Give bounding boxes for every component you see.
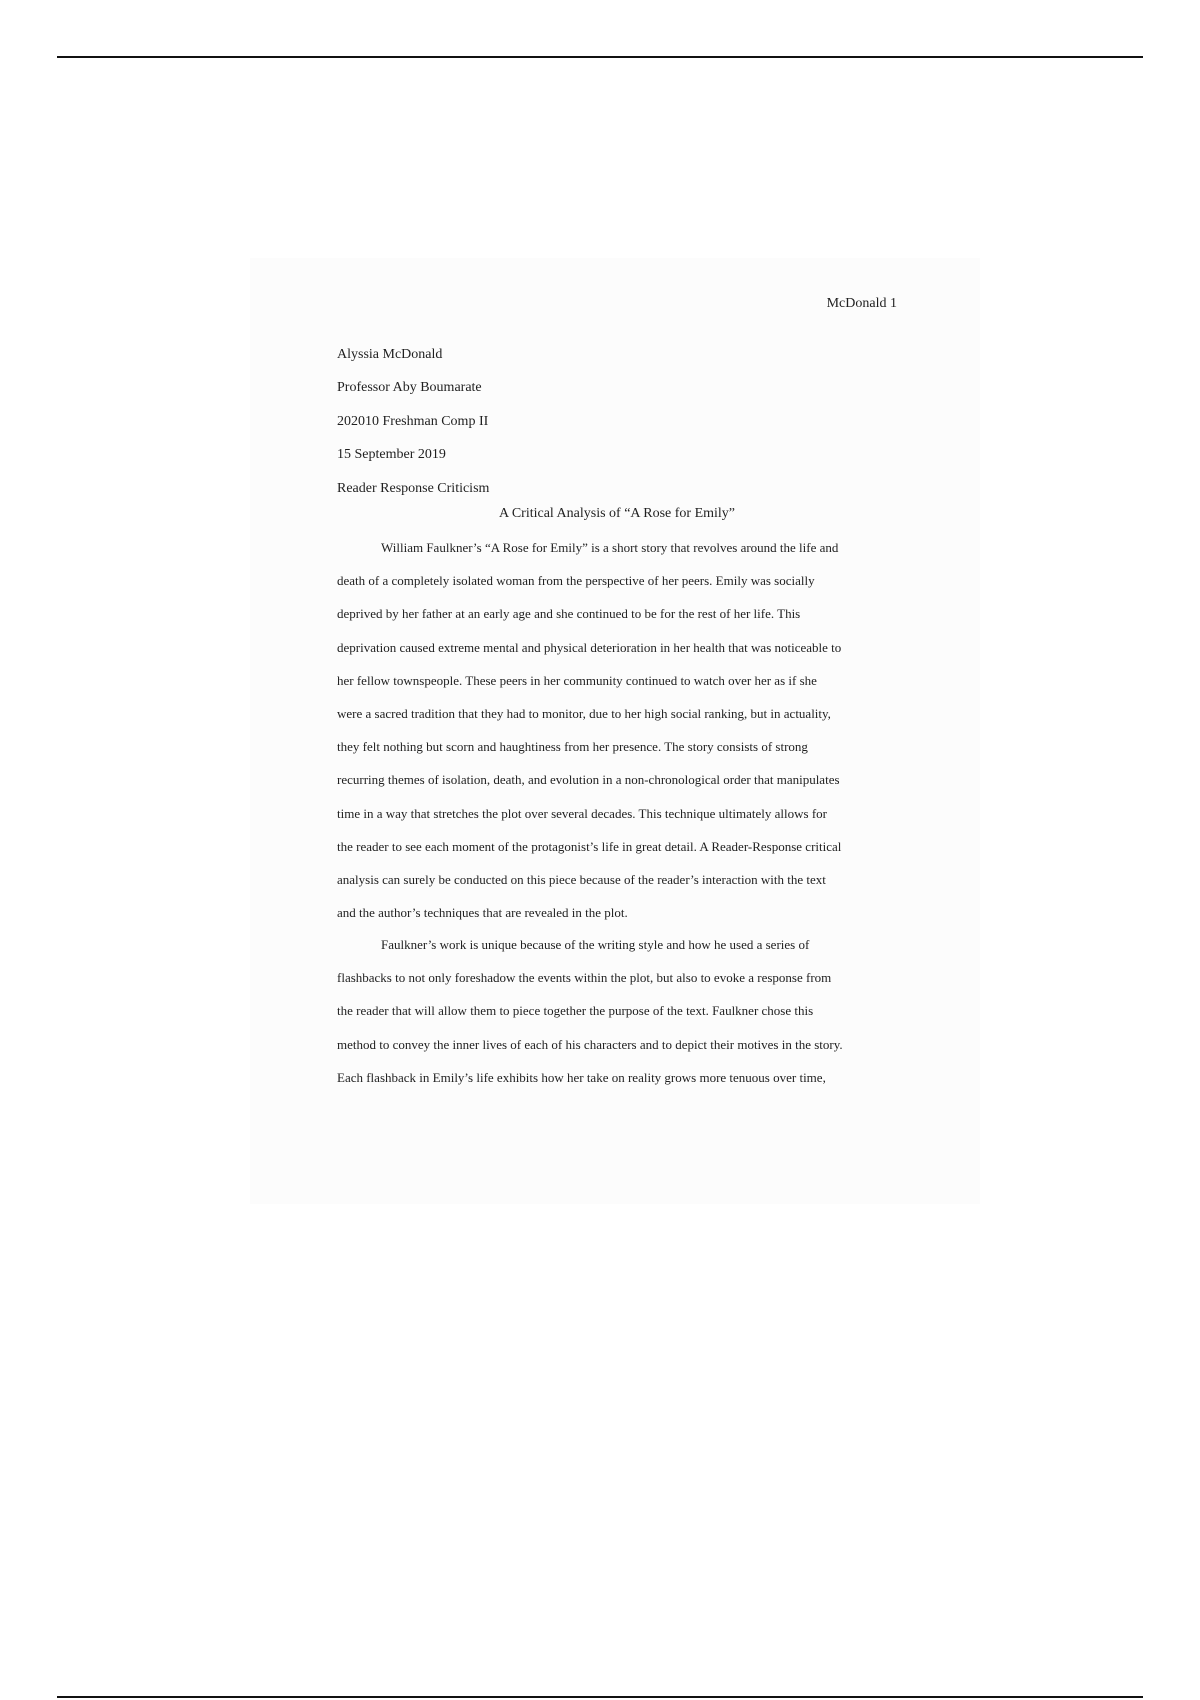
text-line: Each flashback in Emily’s life exhibits how her take on reality grows more tenuous over time, [337,1069,826,1085]
text-line: the reader that will allow them to piece together the purpose of the text. Faulkner chose this [337,1003,814,1019]
text-line: deprivation caused extreme mental and physical deterioration in her health that was noticeable to [337,639,842,655]
text-line: death of a completely isolated woman from the perspective of her peers. Emily was socially [337,573,815,589]
document-page [250,258,980,1204]
mla-heading [337,338,897,505]
page-number: McDonald 1 [826,296,897,311]
text-line: William Faulkner’s “A Rose for Emily” is a short story that revolves around the life and [381,540,839,555]
author-name: Alyssia McDonald [337,347,443,362]
text-line: the reader to see each moment of the protagonist’s life in great detail. A Reader-Response critical [337,838,842,854]
text-line: and the author’s techniques that are revealed in the plot. [337,905,628,921]
paragraph-2 [337,934,897,1100]
text-line: Faulkner’s work is unique because of the writing style and how he used a series of [381,937,810,952]
date: 15 September 2019 [337,447,446,463]
bottom-divider [57,1696,1143,1698]
paragraph-1 [337,537,897,935]
text-line: method to convey the inner lives of each of his characters and to depict their motives in the story. [337,1036,843,1052]
essay-title: A Critical Analysis of “A Rose for Emily” [498,506,736,521]
assignment-type: Reader Response Criticism [337,480,490,496]
text-line: her fellow townspeople. These peers in her community continued to watch over her as if she [337,672,817,688]
text-line: analysis can surely be conducted on this piece because of the reader’s interaction with the text [337,871,826,887]
instructor-name: Professor Aby Boumarate [337,380,482,396]
text-line: recurring themes of isolation, death, and evolution in a non-chronological order that manipulates [337,772,840,788]
text-line: they felt nothing but scorn and haughtiness from her presence. The story consists of strong [337,739,808,755]
text-line: deprived by her father at an early age and she continued to be for the rest of her life. This [337,606,801,622]
text-line: flashbacks to not only foreshadow the events within the plot, but also to evoke a response from [337,970,832,986]
text-line: were a sacred tradition that they had to monitor, due to her high social ranking, but in actuality, [337,705,831,721]
top-divider [57,56,1143,58]
text-line: time in a way that stretches the plot over several decades. This technique ultimately allows for [337,805,827,821]
course-name: 202010 Freshman Comp II [337,413,489,429]
